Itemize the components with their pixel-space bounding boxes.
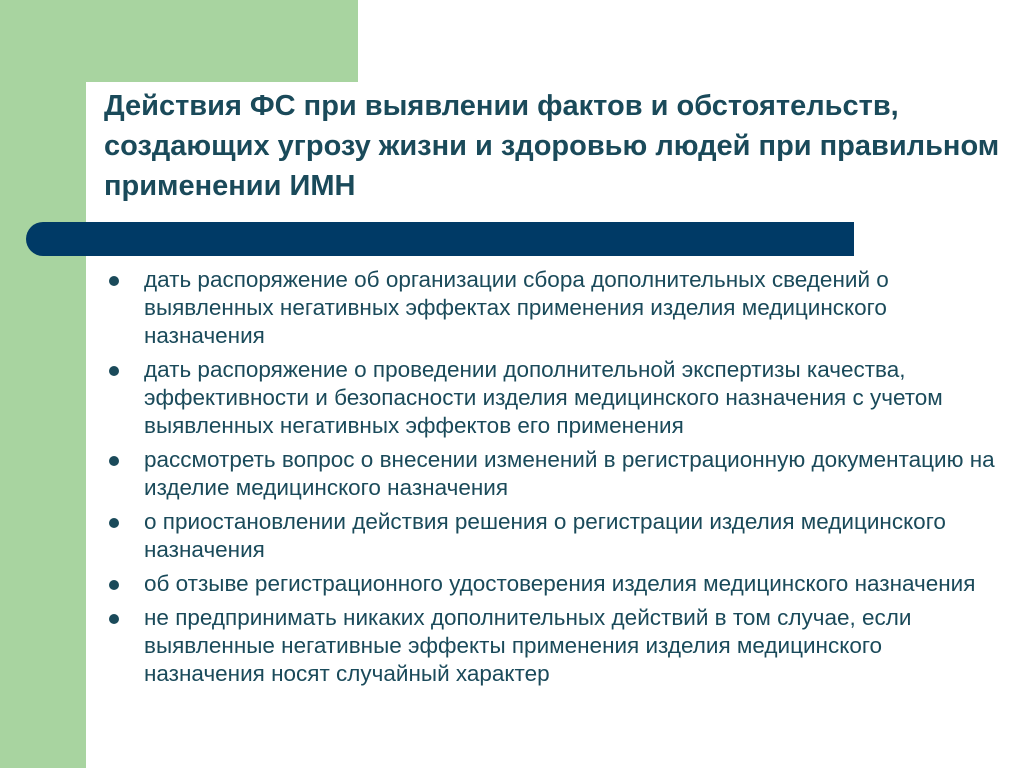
list-item	[104, 508, 1004, 564]
list-item-text: дать распоряжение об организации сбора дополнительных сведений о выявленных негативных эффектах применения изделия медицинского назначения	[144, 267, 889, 348]
list-item	[104, 604, 1004, 688]
list-item-text: дать распоряжение о проведении дополнительной экспертизы качества, эффективности и безопасности изделия медицинского назначения с учетом выявленных негативных эффектов его применения	[144, 357, 943, 438]
list-item	[104, 266, 1004, 350]
list-item	[104, 446, 1004, 502]
list-item-text: рассмотреть вопрос о внесении изменений в регистрационную документацию на изделие медицинского назначения	[144, 447, 995, 500]
bullet-dot-icon	[109, 614, 119, 624]
bullet-dot-icon	[109, 366, 119, 376]
decor-green-top-block	[86, 0, 358, 82]
list-item	[104, 570, 1004, 598]
decor-green-left-panel	[0, 0, 86, 768]
list-item-text: об отзыве регистрационного удостоверения изделия медицинского назначения	[144, 571, 976, 596]
list-item	[104, 356, 1004, 440]
list-item-text: не предпринимать никаких дополнительных действий в том случае, если выявленные негативные эффекты применения изделия медицинского назначения носят случайный характер	[144, 605, 912, 686]
bullet-dot-icon	[109, 580, 119, 590]
bullet-dot-icon	[109, 518, 119, 528]
bullet-dot-icon	[109, 456, 119, 466]
bullet-list	[104, 266, 1004, 694]
decor-title-underline-bar	[26, 222, 854, 256]
list-item-text: о приостановлении действия решения о регистрации изделия медицинского назначения	[144, 509, 946, 562]
bullet-dot-icon	[109, 276, 119, 286]
slide-title: Действия ФС при выявлении фактов и обстоятельств, создающих угрозу жизни и здоровью людей при правильном применении ИМН	[104, 90, 1000, 202]
